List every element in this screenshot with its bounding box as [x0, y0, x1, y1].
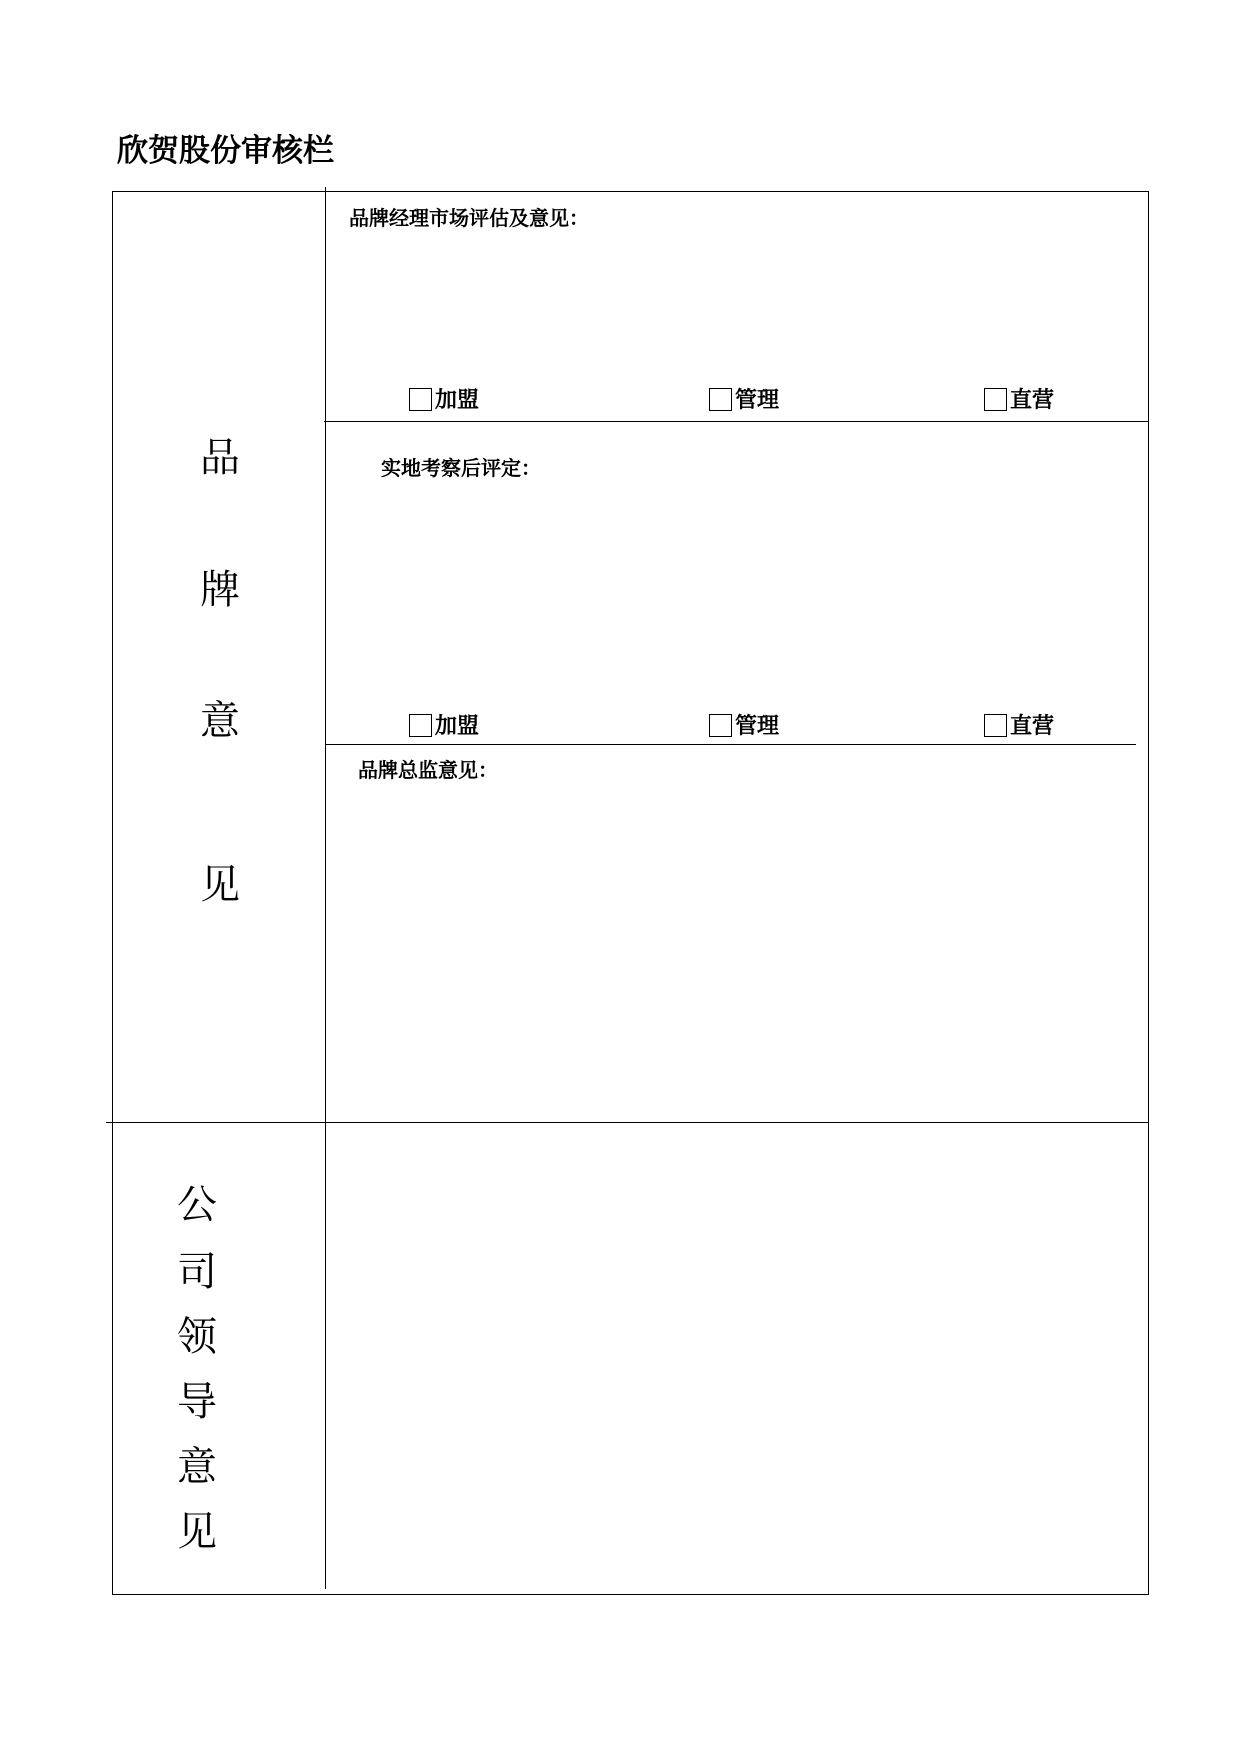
brand-side-label-char: 意 [200, 698, 240, 744]
manager-option-managed[interactable] [709, 384, 779, 414]
checkbox-icon[interactable] [984, 388, 1007, 411]
brand-side-label-char: 见 [200, 862, 240, 908]
leadership-opinion-area[interactable] [330, 1127, 1145, 1589]
checkbox-icon[interactable] [984, 714, 1007, 737]
director-opinion-area[interactable] [330, 790, 1145, 1115]
option-label: 直营 [1010, 388, 1055, 413]
brand-side-label-char: 牌 [200, 567, 240, 613]
leadership-side-label-char: 公 [177, 1182, 217, 1228]
manager-option-direct[interactable] [984, 384, 1054, 414]
site-review-area[interactable] [330, 490, 1145, 700]
leadership-side-label-char: 领 [177, 1314, 217, 1360]
leadership-section-divider [106, 1122, 1149, 1123]
site-review-section-divider [326, 744, 1136, 745]
manager-opinion-label: 品牌经理市场评估及意见： [349, 206, 589, 230]
leadership-side-label-char: 意 [177, 1444, 217, 1490]
checkbox-icon[interactable] [409, 714, 432, 737]
form-title: 欣贺股份审核栏 [117, 133, 334, 169]
option-label: 加盟 [435, 714, 480, 739]
checkbox-icon[interactable] [709, 388, 732, 411]
site-review-option-direct[interactable] [984, 710, 1054, 740]
leadership-side-label-char: 导 [177, 1379, 217, 1425]
site-review-label: 实地考察后评定： [381, 456, 541, 480]
site-review-option-managed[interactable] [709, 710, 779, 740]
column-divider [325, 187, 326, 1589]
option-label: 管理 [735, 714, 780, 739]
option-label: 加盟 [435, 388, 480, 413]
director-opinion-label: 品牌总监意见： [358, 758, 498, 782]
manager-section-divider [324, 421, 1148, 422]
leadership-side-label-char: 见 [177, 1509, 217, 1555]
brand-side-label-char: 品 [200, 435, 240, 481]
option-label: 直营 [1010, 714, 1055, 739]
leadership-side-label-char: 司 [177, 1249, 217, 1295]
manager-option-franchise[interactable] [409, 384, 479, 414]
site-review-option-franchise[interactable] [409, 710, 479, 740]
option-label: 管理 [735, 388, 780, 413]
checkbox-icon[interactable] [709, 714, 732, 737]
manager-opinion-area[interactable] [330, 240, 1145, 380]
checkbox-icon[interactable] [409, 388, 432, 411]
